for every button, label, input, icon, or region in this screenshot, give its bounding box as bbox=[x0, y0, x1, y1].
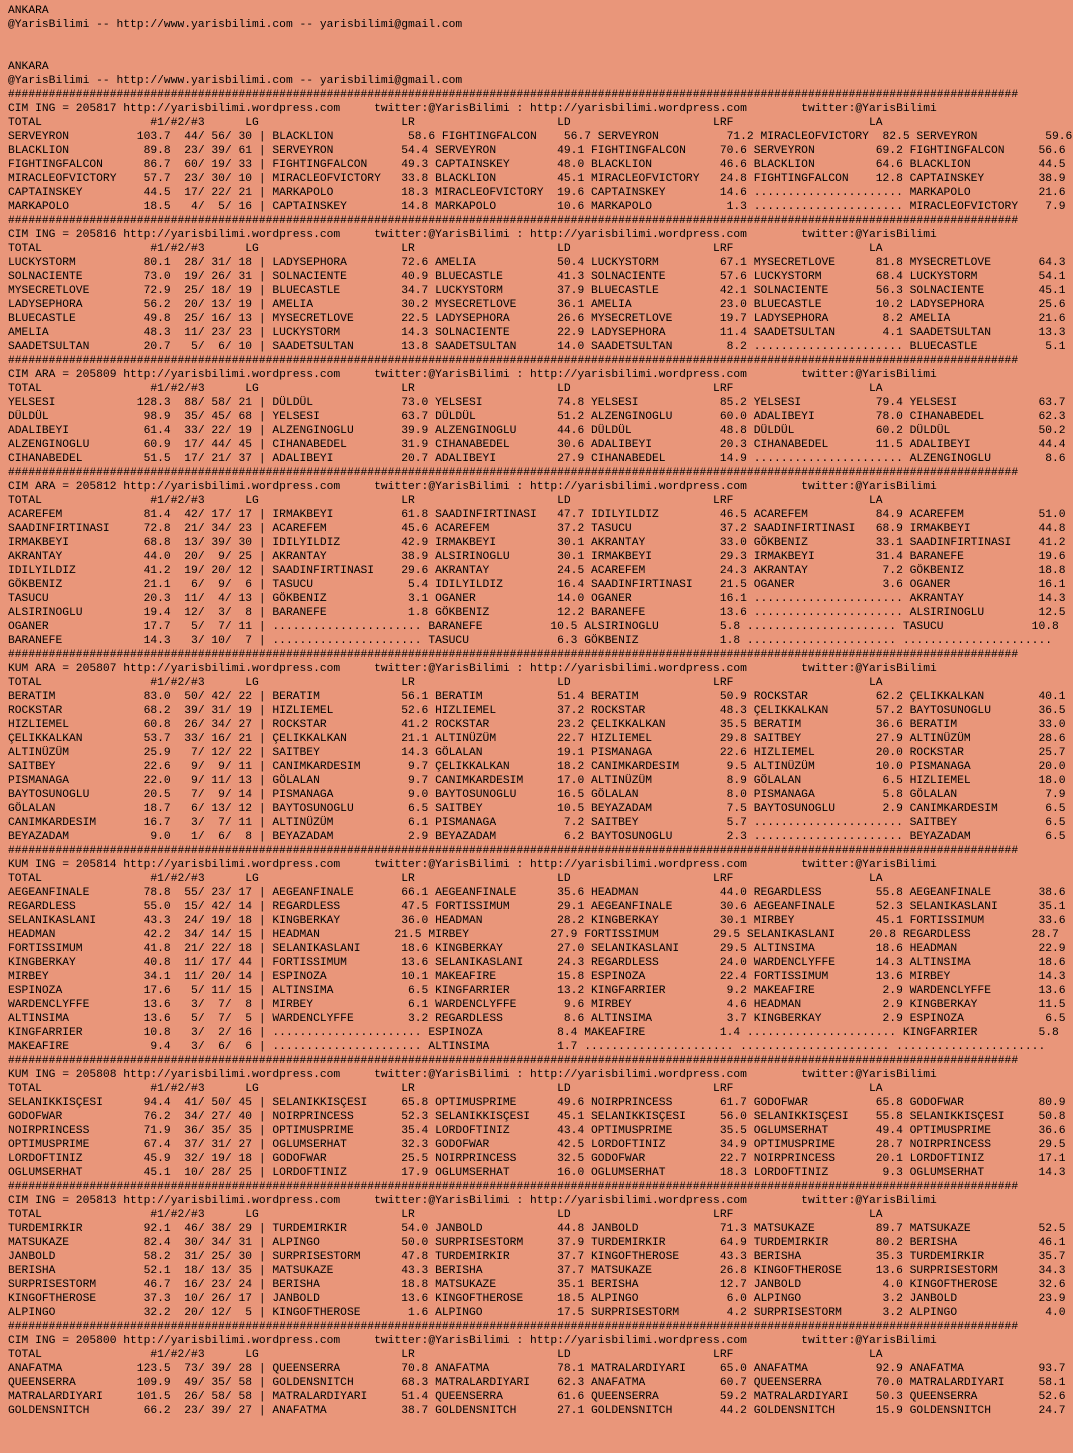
race-header: KUM ING = 205808 http://yarisbilimi.wordpress.com twitter:@YarisBilimi : http://yarisbilimi.wordpress.com twitter:@YarisBilimi bbox=[8, 1069, 937, 1081]
report-line: HIZLIEMEL 60.8 26/ 34/ 27 | ROCKSTAR 41.2 ROCKSTAR 23.2 ÇELIKKALKAN 35.5 BERATIM 36.6 BERATIM 33.0 bbox=[8, 719, 1066, 731]
report-line: ALTINSIMA 13.6 5/ 7/ 5 | WARDENCLYFFE 3.2 REGARDLESS 8.6 ALTINSIMA 3.7 KINGBERKAY 2.9 ESPINOZA 6.5 bbox=[8, 1013, 1066, 1025]
report-line: OPTIMUSPRIME 67.4 37/ 31/ 27 | OGLUMSERHAT 32.3 GODOFWAR 42.5 LORDOFTINIZ 34.9 OPTIMUSPRIME 28.7 NOIRPRINCESS 29.5 bbox=[8, 1139, 1066, 1151]
report-line: LORDOFTINIZ 45.9 32/ 19/ 18 | GODOFWAR 25.5 NOIRPRINCESS 32.5 GODOFWAR 22.7 NOIRPRINCESS 20.1 LORDOFTINIZ 17.1 bbox=[8, 1153, 1066, 1165]
report-line: REGARDLESS 55.0 15/ 42/ 14 | REGARDLESS 47.5 FORTISSIMUM 29.1 AEGEANFINALE 30.6 AEGEANFINALE 52.3 SELANIKASLANI 35.1 bbox=[8, 901, 1066, 913]
report-line: HEADMAN 42.2 34/ 14/ 15 | HEADMAN 21.5 MIRBEY 27.9 FORTISSIMUM 29.5 SELANIKASLANI 20.8 REGARDLESS 28.7 bbox=[8, 929, 1059, 941]
report-body bbox=[8, 60, 1073, 1418]
column-header: TOTAL #1/#2/#3 LG LR LD LRF LA bbox=[8, 1083, 883, 1095]
report-line: SELANIKKISÇESI 94.4 41/ 50/ 45 | SELANIKKISÇESI 65.8 OPTIMUSPRIME 49.6 NOIRPRINCESS 61.7 GODOFWAR 65.8 GODOFWAR 80.9 bbox=[8, 1097, 1066, 1109]
report-line: YELSESI 128.3 88/ 58/ 21 | DÜLDÜL 73.0 YELSESI 74.8 YELSESI 85.2 YELSESI 79.4 YELSESI 63.7 bbox=[8, 397, 1066, 409]
report-line: WARDENCLYFFE 13.6 3/ 7/ 8 | MIRBEY 6.1 WARDENCLYFFE 9.6 MIRBEY 4.6 HEADMAN 2.9 KINGBERKAY 11.5 bbox=[8, 999, 1066, 1011]
section-divider: ##################################################################################################################################################### bbox=[8, 649, 1019, 661]
report-line: DÜLDÜL 98.9 35/ 45/ 68 | YELSESI 63.7 DÜLDÜL 51.2 ALZENGINOGLU 60.0 ADALIBEYI 78.0 CIHANABEDEL 62.3 bbox=[8, 411, 1066, 423]
section-divider: ##################################################################################################################################################### bbox=[8, 1321, 1019, 1333]
report-line: FORTISSIMUM 41.8 21/ 22/ 18 | SELANIKASLANI 18.6 KINGBERKAY 27.0 SELANIKASLANI 29.5 ALTINSIMA 18.6 HEADMAN 22.9 bbox=[8, 943, 1066, 955]
report-line: MIRACLEOFVICTORY 57.7 23/ 30/ 10 | MIRACLEOFVICTORY 33.8 BLACKLION 45.1 MIRACLEOFVICTORY 24.8 FIGHTINGFALCON 12.8 CAPTAINSKEY 38.9 bbox=[8, 173, 1066, 185]
column-header: TOTAL #1/#2/#3 LG LR LD LRF LA bbox=[8, 1349, 883, 1361]
section-divider: ##################################################################################################################################################### bbox=[8, 1055, 1019, 1067]
report-line: PISMANAGA 22.0 9/ 11/ 13 | GÖLALAN 9.7 CANIMKARDESIM 17.0 ALTINÜZÜM 8.9 GÖLALAN 6.5 HIZLIEMEL 18.0 bbox=[8, 775, 1066, 787]
report-line: FIGHTINGFALCON 86.7 60/ 19/ 33 | FIGHTINGFALCON 49.3 CAPTAINSKEY 48.0 BLACKLION 46.6 BLACKLION 64.6 BLACKLION 44.5 bbox=[8, 159, 1066, 171]
report-line: BEYAZADAM 9.0 1/ 6/ 8 | BEYAZADAM 2.9 BEYAZADAM 6.2 BAYTOSUNOGLU 2.3 ...................... BEYAZADAM 6.5 bbox=[8, 831, 1066, 843]
report-line: ANAFATMA 123.5 73/ 39/ 28 | QUEENSERRA 70.8 ANAFATMA 78.1 MATRALARDIYARI 65.0 ANAFATMA 92.9 ANAFATMA 93.7 bbox=[8, 1363, 1066, 1375]
race-header: CIM ING = 205816 http://yarisbilimi.wordpress.com twitter:@YarisBilimi : http://yarisbilimi.wordpress.com twitter:@YarisBilimi bbox=[8, 229, 937, 241]
report-line: KINGOFTHEROSE 37.3 10/ 26/ 17 | JANBOLD 13.6 KINGOFTHEROSE 18.5 ALPINGO 6.0 ALPINGO 3.2 JANBOLD 23.9 bbox=[8, 1293, 1066, 1305]
report-line: MAKEAFIRE 9.4 3/ 6/ 6 | ...................... ALTINSIMA 1.7 ...................... ...................... ...................... bbox=[8, 1041, 1046, 1053]
report-line: NOIRPRINCESS 71.9 36/ 35/ 35 | OPTIMUSPRIME 35.4 LORDOFTINIZ 43.4 OPTIMUSPRIME 35.5 OGLUMSERHAT 49.4 OPTIMUSPRIME 36.6 bbox=[8, 1125, 1066, 1137]
report-line: ROCKSTAR 68.2 39/ 31/ 19 | HIZLIEMEL 52.6 HIZLIEMEL 37.2 ROCKSTAR 48.3 ÇELIKKALKAN 57.2 BAYTOSUNOGLU 36.5 bbox=[8, 705, 1066, 717]
report-line: ALZENGINOGLU 60.9 17/ 44/ 45 | CIHANABEDEL 31.9 CIHANABEDEL 30.6 ADALIBEYI 20.3 CIHANABEDEL 11.5 ADALIBEYI 44.4 bbox=[8, 439, 1066, 451]
race-header: CIM ING = 205817 http://yarisbilimi.wordpress.com twitter:@YarisBilimi : http://yarisbilimi.wordpress.com twitter:@YarisBilimi bbox=[8, 103, 937, 115]
report-line: MYSECRETLOVE 72.9 25/ 18/ 19 | BLUECASTLE 34.7 LUCKYSTORM 37.9 BLUECASTLE 42.1 SOLNACIENTE 56.3 SOLNACIENTE 45.1 bbox=[8, 285, 1066, 297]
report-line: ALSIRINOGLU 19.4 12/ 3/ 8 | BARANEFE 1.8 GÖKBENIZ 12.2 BARANEFE 13.6 ...................... ALSIRINOGLU 12.5 bbox=[8, 607, 1066, 619]
section-divider: ##################################################################################################################################################### bbox=[8, 845, 1019, 857]
column-header: TOTAL #1/#2/#3 LG LR LD LRF LA bbox=[8, 117, 883, 129]
report-line: ESPINOZA 17.6 5/ 11/ 15 | ALTINSIMA 6.5 KINGFARRIER 13.2 KINGFARRIER 9.2 MAKEAFIRE 2.9 WARDENCLYFFE 13.6 bbox=[8, 985, 1066, 997]
report-line: AKRANTAY 44.0 20/ 9/ 25 | AKRANTAY 38.9 ALSIRINOGLU 30.1 IRMAKBEYI 29.3 IRMAKBEYI 31.4 BARANEFE 19.6 bbox=[8, 551, 1066, 563]
report-line: JANBOLD 58.2 31/ 25/ 30 | SURPRISESTORM 47.8 TURDEMIRKIR 37.7 KINGOFTHEROSE 43.3 BERISHA 35.3 TURDEMIRKIR 35.7 bbox=[8, 1251, 1066, 1263]
race-header: CIM ARA = 205809 http://yarisbilimi.wordpress.com twitter:@YarisBilimi : http://yarisbilimi.wordpress.com twitter:@YarisBilimi bbox=[8, 369, 937, 381]
race-header: CIM ARA = 205812 http://yarisbilimi.wordpress.com twitter:@YarisBilimi : http://yarisbilimi.wordpress.com twitter:@YarisBilimi bbox=[8, 481, 937, 493]
report-line: BARANEFE 14.3 3/ 10/ 7 | ...................... TASUCU 6.3 GÖKBENIZ 1.8 ...................... ...................... bbox=[8, 635, 1053, 647]
column-header: TOTAL #1/#2/#3 LG LR LD LRF LA bbox=[8, 383, 883, 395]
report-line: ÇELIKKALKAN 53.7 33/ 16/ 21 | ÇELIKKALKAN 21.1 ALTINÜZÜM 22.7 HIZLIEMEL 29.8 SAITBEY 27.9 ALTINÜZÜM 28.6 bbox=[8, 733, 1066, 745]
column-header: TOTAL #1/#2/#3 LG LR LD LRF LA bbox=[8, 1209, 883, 1221]
column-header: TOTAL #1/#2/#3 LG LR LD LRF LA bbox=[8, 243, 883, 255]
report-line: LUCKYSTORM 80.1 28/ 31/ 18 | LADYSEPHORA 72.6 AMELIA 50.4 LUCKYSTORM 67.1 MYSECRETLOVE 81.8 MYSECRETLOVE 64.3 bbox=[8, 257, 1066, 269]
report-line: SAADINFIRTINASI 72.8 21/ 34/ 23 | ACAREFEM 45.6 ACAREFEM 37.2 TASUCU 37.2 SAADINFIRTINASI 68.9 IRMAKBEYI 44.8 bbox=[8, 523, 1066, 535]
report-line: OGLUMSERHAT 45.1 10/ 28/ 25 | LORDOFTINIZ 17.9 OGLUMSERHAT 16.0 OGLUMSERHAT 18.3 LORDOFTINIZ 9.3 OGLUMSERHAT 14.3 bbox=[8, 1167, 1066, 1179]
report-title: ANKARA bbox=[8, 5, 49, 17]
report-line: ACAREFEM 81.4 42/ 17/ 17 | IRMAKBEYI 61.8 SAADINFIRTINASI 47.7 IDILYILDIZ 46.5 ACAREFEM 84.9 ACAREFEM 51.0 bbox=[8, 509, 1066, 521]
report-line: QUEENSERRA 109.9 49/ 35/ 58 | GOLDENSNITCH 68.3 MATRALARDIYARI 62.3 ANAFATMA 60.7 QUEENSERRA 70.0 MATRALARDIYARI 58.1 bbox=[8, 1377, 1066, 1389]
report-line: IRMAKBEYI 68.8 13/ 39/ 30 | IDILYILDIZ 42.9 IRMAKBEYI 30.1 AKRANTAY 33.0 GÖKBENIZ 33.1 SAADINFIRTINASI 41.2 bbox=[8, 537, 1066, 549]
report-line: AEGEANFINALE 78.8 55/ 23/ 17 | AEGEANFINALE 66.1 AEGEANFINALE 35.6 HEADMAN 44.0 REGARDLESS 55.8 AEGEANFINALE 38.6 bbox=[8, 887, 1066, 899]
report-line: MATSUKAZE 82.4 30/ 34/ 31 | ALPINGO 50.0 SURPRISESTORM 37.9 TURDEMIRKIR 64.9 TURDEMIRKIR 80.2 BERISHA 46.1 bbox=[8, 1237, 1066, 1249]
column-header: TOTAL #1/#2/#3 LG LR LD LRF LA bbox=[8, 495, 883, 507]
report-line: BAYTOSUNOGLU 20.5 7/ 9/ 14 | PISMANAGA 9.0 BAYTOSUNOGLU 16.5 GÖLALAN 8.0 PISMANAGA 5.8 GÖLALAN 7.9 bbox=[8, 789, 1066, 801]
report-line: TASUCU 20.3 11/ 4/ 13 | GÖKBENIZ 3.1 OGANER 14.0 OGANER 16.1 ...................... AKRANTAY 14.3 bbox=[8, 593, 1066, 605]
report-line: ALTINÜZÜM 25.9 7/ 12/ 22 | SAITBEY 14.3 GÖLALAN 19.1 PISMANAGA 22.6 HIZLIEMEL 20.0 ROCKSTAR 25.7 bbox=[8, 747, 1066, 759]
report-line: BERISHA 52.1 18/ 13/ 35 | MATSUKAZE 43.3 BERISHA 37.7 MATSUKAZE 26.8 KINGOFTHEROSE 13.6 SURPRISESTORM 34.3 bbox=[8, 1265, 1066, 1277]
report-line: TURDEMIRKIR 92.1 46/ 38/ 29 | TURDEMIRKIR 54.0 JANBOLD 44.8 JANBOLD 71.3 MATSUKAZE 89.7 MATSUKAZE 52.5 bbox=[8, 1223, 1066, 1235]
report-line: MARKAPOLO 18.5 4/ 5/ 16 | CAPTAINSKEY 14.8 MARKAPOLO 10.6 MARKAPOLO 1.3 ...................... MIRACLEOFVICTORY 7.9 bbox=[8, 201, 1066, 213]
report-header-line: ANKARA bbox=[8, 61, 49, 73]
column-header: TOTAL #1/#2/#3 LG LR LD LRF LA bbox=[8, 677, 883, 689]
section-divider: ##################################################################################################################################################### bbox=[8, 355, 1019, 367]
report-line: GÖKBENIZ 21.1 6/ 9/ 6 | TASUCU 5.4 IDILYILDIZ 16.4 SAADINFIRTINASI 21.5 OGANER 3.6 OGANER 16.1 bbox=[8, 579, 1066, 591]
report-line: SELANIKASLANI 43.3 24/ 19/ 18 | KINGBERKAY 36.0 HEADMAN 28.2 KINGBERKAY 30.1 MIRBEY 45.1 FORTISSIMUM 33.6 bbox=[8, 915, 1066, 927]
report-line: MIRBEY 34.1 11/ 20/ 14 | ESPINOZA 10.1 MAKEAFIRE 15.8 ESPINOZA 22.4 FORTISSIMUM 13.6 MIRBEY 14.3 bbox=[8, 971, 1066, 983]
report-header-line: @YarisBilimi -- http://www.yarisbilimi.com -- yarisbilimi@gmail.com bbox=[8, 75, 463, 87]
section-divider: ##################################################################################################################################################### bbox=[8, 89, 1019, 101]
race-header: CIM ING = 205800 http://yarisbilimi.wordpress.com twitter:@YarisBilimi : http://yarisbilimi.wordpress.com twitter:@YarisBilimi bbox=[8, 1335, 937, 1347]
report-line: KINGFARRIER 10.8 3/ 2/ 16 | ...................... ESPINOZA 8.4 MAKEAFIRE 1.4 ...................... KINGFARRIER 5.8 bbox=[8, 1027, 1059, 1039]
report-line: SOLNACIENTE 73.0 19/ 26/ 31 | SOLNACIENTE 40.9 BLUECASTLE 41.3 SOLNACIENTE 57.6 LUCKYSTORM 68.4 LUCKYSTORM 54.1 bbox=[8, 271, 1066, 283]
column-header: TOTAL #1/#2/#3 LG LR LD LRF LA bbox=[8, 873, 883, 885]
report-line: BERATIM 83.0 50/ 42/ 22 | BERATIM 56.1 BERATIM 51.4 BERATIM 50.9 ROCKSTAR 62.2 ÇELIKKALKAN 40.1 bbox=[8, 691, 1066, 703]
section-divider: ##################################################################################################################################################### bbox=[8, 467, 1019, 479]
report-line: ALPINGO 32.2 20/ 12/ 5 | KINGOFTHEROSE 1.6 ALPINGO 17.5 SURPRISESTORM 4.2 SURPRISESTORM 3.2 ALPINGO 4.0 bbox=[8, 1307, 1066, 1319]
report-line: LADYSEPHORA 56.2 20/ 13/ 19 | AMELIA 30.2 MYSECRETLOVE 36.1 AMELIA 23.0 BLUECASTLE 10.2 LADYSEPHORA 25.6 bbox=[8, 299, 1066, 311]
section-divider: ##################################################################################################################################################### bbox=[8, 1181, 1019, 1193]
report-line: IDILYILDIZ 41.2 19/ 20/ 12 | SAADINFIRTINASI 29.6 AKRANTAY 24.5 ACAREFEM 24.3 AKRANTAY 7.2 GÖKBENIZ 18.8 bbox=[8, 565, 1066, 577]
report-line: CIHANABEDEL 51.5 17/ 21/ 37 | ADALIBEYI 20.7 ADALIBEYI 27.9 CIHANABEDEL 14.9 ...................... ALZENGINOGLU 8.6 bbox=[8, 453, 1066, 465]
report-line: MATRALARDIYARI 101.5 26/ 58/ 58 | MATRALARDIYARI 51.4 QUEENSERRA 61.6 QUEENSERRA 59.2 MATRALARDIYARI 50.3 QUEENSERRA 52.6 bbox=[8, 1391, 1066, 1403]
race-header: KUM ARA = 205807 http://yarisbilimi.wordpress.com twitter:@YarisBilimi : http://yarisbilimi.wordpress.com twitter:@YarisBilimi bbox=[8, 663, 937, 675]
report-line: GOLDENSNITCH 66.2 23/ 39/ 27 | ANAFATMA 38.7 GOLDENSNITCH 27.1 GOLDENSNITCH 44.2 GOLDENSNITCH 15.9 GOLDENSNITCH 24.7 bbox=[8, 1405, 1066, 1417]
report-line: OGANER 17.7 5/ 7/ 11 | ...................... BARANEFE 10.5 ALSIRINOGLU 5.8 ...................... TASUCU 10.8 bbox=[8, 621, 1059, 633]
report-line: SURPRISESTORM 46.7 16/ 23/ 24 | BERISHA 18.8 MATSUKAZE 35.1 BERISHA 12.7 JANBOLD 4.0 KINGOFTHEROSE 32.6 bbox=[8, 1279, 1066, 1291]
race-header: KUM ING = 205814 http://yarisbilimi.wordpress.com twitter:@YarisBilimi : http://yarisbilimi.wordpress.com twitter:@YarisBilimi bbox=[8, 859, 937, 871]
report-line: BLACKLION 89.8 23/ 39/ 61 | SERVEYRON 54.4 SERVEYRON 49.1 FIGHTINGFALCON 70.6 SERVEYRON 69.2 FIGHTINGFALCON 56.6 bbox=[8, 145, 1066, 157]
race-header: CIM ING = 205813 http://yarisbilimi.wordpress.com twitter:@YarisBilimi : http://yarisbilimi.wordpress.com twitter:@YarisBilimi bbox=[8, 1195, 937, 1207]
report-line: SAITBEY 22.6 9/ 9/ 11 | CANIMKARDESIM 9.7 ÇELIKKALKAN 18.2 CANIMKARDESIM 9.5 ALTINÜZÜM 10.0 PISMANAGA 20.0 bbox=[8, 761, 1066, 773]
section-divider: ##################################################################################################################################################### bbox=[8, 215, 1019, 227]
report-line: CAPTAINSKEY 44.5 17/ 22/ 21 | MARKAPOLO 18.3 MIRACLEOFVICTORY 19.6 CAPTAINSKEY 14.6 ...................... MARKAPOLO 21.6 bbox=[8, 187, 1066, 199]
report-contact: @YarisBilimi -- http://www.yarisbilimi.com -- yarisbilimi@gmail.com bbox=[8, 19, 463, 31]
report-line: KINGBERKAY 40.8 11/ 17/ 44 | FORTISSIMUM 13.6 SELANIKASLANI 24.3 REGARDLESS 24.0 WARDENCLYFFE 14.3 ALTINSIMA 18.6 bbox=[8, 957, 1066, 969]
report-line: BLUECASTLE 49.8 25/ 16/ 13 | MYSECRETLOVE 22.5 LADYSEPHORA 26.6 MYSECRETLOVE 19.7 LADYSEPHORA 8.2 AMELIA 21.6 bbox=[8, 313, 1066, 325]
report-line: CANIMKARDESIM 16.7 3/ 7/ 11 | ALTINÜZÜM 6.1 PISMANAGA 7.2 SAITBEY 5.7 ...................... SAITBEY 6.5 bbox=[8, 817, 1066, 829]
report-line: ADALIBEYI 61.4 33/ 22/ 19 | ALZENGINOGLU 39.9 ALZENGINOGLU 44.6 DÜLDÜL 48.8 DÜLDÜL 60.2 DÜLDÜL 50.2 bbox=[8, 425, 1066, 437]
report-line: AMELIA 48.3 11/ 23/ 23 | LUCKYSTORM 14.3 SOLNACIENTE 22.9 LADYSEPHORA 11.4 SAADETSULTAN 4.1 SAADETSULTAN 13.3 bbox=[8, 327, 1066, 339]
report-line: GÖLALAN 18.7 6/ 13/ 12 | BAYTOSUNOGLU 6.5 SAITBEY 10.5 BEYAZADAM 7.5 BAYTOSUNOGLU 2.9 CANIMKARDESIM 6.5 bbox=[8, 803, 1066, 815]
report-line: SAADETSULTAN 20.7 5/ 6/ 10 | SAADETSULTAN 13.8 SAADETSULTAN 14.0 SAADETSULTAN 8.2 ...................... BLUECASTLE 5.1 bbox=[8, 341, 1066, 353]
report-line: SERVEYRON 103.7 44/ 56/ 30 | BLACKLION 58.6 FIGHTINGFALCON 56.7 SERVEYRON 71.2 MIRACLEOFVICTORY 82.5 SERVEYRON 59.6 bbox=[8, 131, 1073, 143]
report-line: GODOFWAR 76.2 34/ 27/ 40 | NOIRPRINCESS 52.3 SELANIKKISÇESI 45.1 SELANIKKISÇESI 56.0 SELANIKKISÇESI 55.8 SELANIKKISÇESI 50.8 bbox=[8, 1111, 1066, 1123]
